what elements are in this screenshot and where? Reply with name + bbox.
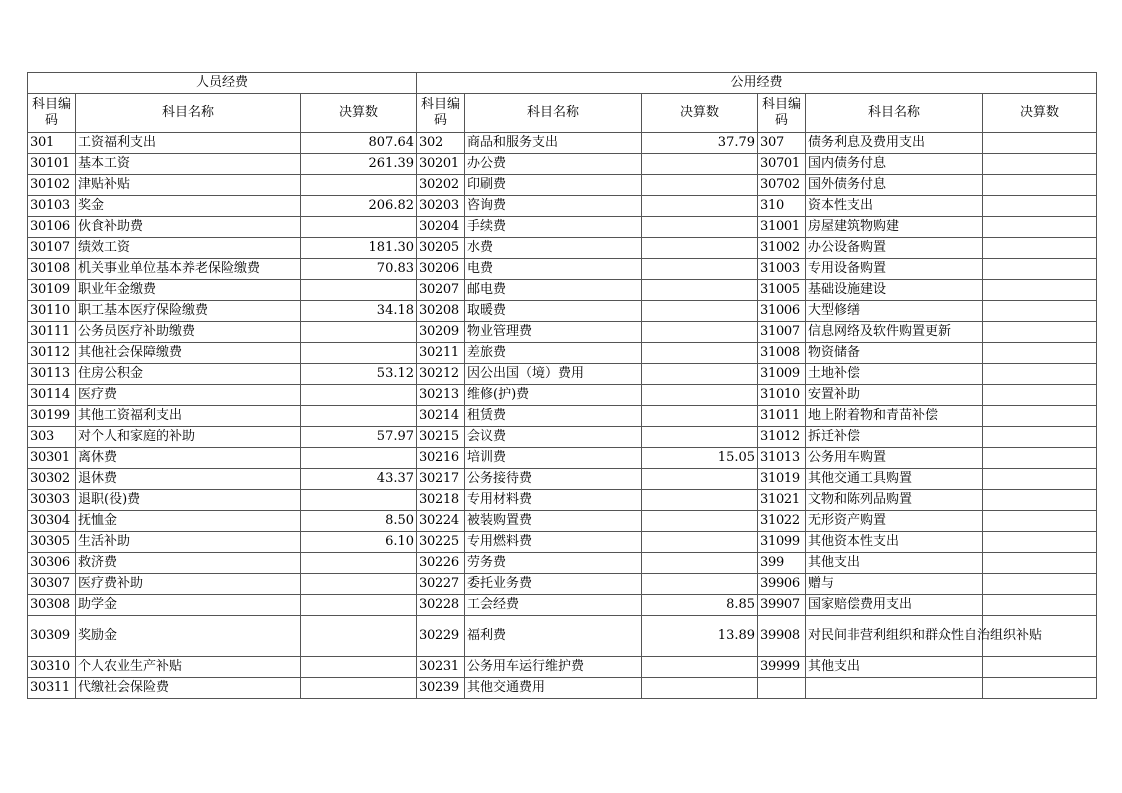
personnel-code-cell: 30103 [28,196,76,217]
personnel-name-cell: 退职(役)费 [76,490,301,511]
goods-amount-cell [642,196,758,217]
personnel-amount-cell [301,448,417,469]
other-code-cell: 307 [758,133,806,154]
other-code-cell: 31009 [758,364,806,385]
amount-header: 决算数 [642,94,758,133]
table-row [28,133,1097,154]
column-header-row [28,94,1097,133]
other-amount-cell [983,175,1097,196]
personnel-name-cell: 生活补助 [76,532,301,553]
other-code-cell: 399 [758,553,806,574]
table-row [28,616,1097,657]
personnel-code-cell: 30109 [28,280,76,301]
table-row [28,322,1097,343]
personnel-code-cell: 30304 [28,511,76,532]
other-code-cell: 39908 [758,616,806,657]
other-name-cell [806,678,983,699]
goods-code-cell: 30207 [417,280,465,301]
personnel-name-cell: 绩效工资 [76,238,301,259]
goods-amount-cell [642,364,758,385]
other-name-cell: 物资储备 [806,343,983,364]
goods-code-cell: 30202 [417,175,465,196]
personnel-code-cell: 30310 [28,657,76,678]
other-amount-cell [983,427,1097,448]
other-amount-cell [983,448,1097,469]
table-row [28,490,1097,511]
other-name-cell: 地上附着物和青苗补偿 [806,406,983,427]
other-amount-cell [983,406,1097,427]
other-amount-cell [983,343,1097,364]
goods-name-cell: 咨询费 [465,196,642,217]
personnel-amount-cell: 6.10 [301,532,417,553]
personnel-code-cell: 301 [28,133,76,154]
goods-code-cell: 30209 [417,322,465,343]
other-code-cell: 39999 [758,657,806,678]
personnel-name-cell: 抚恤金 [76,511,301,532]
goods-code-cell: 30211 [417,343,465,364]
personnel-amount-cell [301,678,417,699]
goods-amount-cell: 13.89 [642,616,758,657]
other-amount-cell [983,657,1097,678]
goods-name-cell: 专用材料费 [465,490,642,511]
personnel-code-cell: 30114 [28,385,76,406]
personnel-amount-cell [301,490,417,511]
goods-name-cell: 劳务费 [465,553,642,574]
goods-name-cell: 租赁费 [465,406,642,427]
goods-code-cell: 30239 [417,678,465,699]
personnel-name-cell: 工资福利支出 [76,133,301,154]
personnel-name-cell: 助学金 [76,595,301,616]
other-name-cell: 其他支出 [806,553,983,574]
table-row [28,678,1097,699]
other-amount-cell [983,259,1097,280]
personnel-name-cell: 奖金 [76,196,301,217]
name-header: 科目名称 [76,94,301,133]
goods-code-cell: 302 [417,133,465,154]
other-code-cell: 31012 [758,427,806,448]
personnel-name-cell: 对个人和家庭的补助 [76,427,301,448]
goods-amount-cell: 37.79 [642,133,758,154]
goods-amount-cell [642,469,758,490]
personnel-name-cell: 住房公积金 [76,364,301,385]
goods-name-cell: 委托业务费 [465,574,642,595]
other-name-cell: 土地补偿 [806,364,983,385]
other-amount-cell [983,154,1097,175]
personnel-amount-cell [301,616,417,657]
goods-amount-cell [642,385,758,406]
other-amount-cell [983,385,1097,406]
other-name-cell: 专用设备购置 [806,259,983,280]
goods-name-cell: 办公费 [465,154,642,175]
table-row [28,595,1097,616]
goods-amount-cell [642,280,758,301]
goods-name-cell: 公务用车运行维护费 [465,657,642,678]
amount-header: 决算数 [301,94,417,133]
goods-code-cell: 30212 [417,364,465,385]
other-amount-cell [983,574,1097,595]
budget-table [27,72,1097,699]
personnel-amount-cell [301,343,417,364]
personnel-amount-cell [301,657,417,678]
name-header: 科目名称 [465,94,642,133]
personnel-code-cell: 30112 [28,343,76,364]
other-name-cell: 对民间非营利组织和群众性自治组织补贴 [806,616,983,657]
table-row [28,406,1097,427]
other-code-cell: 39906 [758,574,806,595]
goods-name-cell: 被装购置费 [465,511,642,532]
goods-name-cell: 取暖费 [465,301,642,322]
other-amount-cell [983,678,1097,699]
personnel-name-cell: 离休费 [76,448,301,469]
goods-name-cell: 手续费 [465,217,642,238]
other-amount-cell [983,490,1097,511]
personnel-code-cell: 30308 [28,595,76,616]
other-code-cell: 31021 [758,490,806,511]
goods-amount-cell [642,678,758,699]
other-amount-cell [983,196,1097,217]
other-name-cell: 公务用车购置 [806,448,983,469]
goods-name-cell: 工会经费 [465,595,642,616]
other-code-cell: 31011 [758,406,806,427]
goods-amount-cell [642,490,758,511]
personnel-amount-cell: 34.18 [301,301,417,322]
personnel-code-cell: 30102 [28,175,76,196]
table-row [28,364,1097,385]
personnel-amount-cell [301,322,417,343]
goods-name-cell: 电费 [465,259,642,280]
goods-code-cell: 30228 [417,595,465,616]
personnel-amount-cell [301,553,417,574]
goods-amount-cell [642,238,758,259]
other-code-cell: 31099 [758,532,806,553]
goods-name-cell: 其他交通费用 [465,678,642,699]
other-name-cell: 其他交通工具购置 [806,469,983,490]
table-row [28,280,1097,301]
personnel-name-cell: 个人农业生产补贴 [76,657,301,678]
goods-name-cell: 商品和服务支出 [465,133,642,154]
table-row [28,574,1097,595]
goods-code-cell: 30215 [417,427,465,448]
personnel-name-cell: 公务员医疗补助缴费 [76,322,301,343]
personnel-amount-cell [301,175,417,196]
personnel-code-cell: 30108 [28,259,76,280]
goods-amount-cell [642,511,758,532]
other-amount-cell [983,532,1097,553]
personnel-name-cell: 津贴补贴 [76,175,301,196]
goods-name-cell: 差旅费 [465,343,642,364]
table-row [28,175,1097,196]
other-amount-cell [983,469,1097,490]
goods-name-cell: 印刷费 [465,175,642,196]
table-row [28,154,1097,175]
other-name-cell: 文物和陈列品购置 [806,490,983,511]
amount-header: 决算数 [983,94,1097,133]
table-row [28,657,1097,678]
goods-code-cell: 30216 [417,448,465,469]
personnel-code-cell: 30113 [28,364,76,385]
personnel-code-cell: 30106 [28,217,76,238]
personnel-amount-cell: 181.30 [301,238,417,259]
other-name-cell: 办公设备购置 [806,238,983,259]
other-code-cell: 31019 [758,469,806,490]
goods-name-cell: 水费 [465,238,642,259]
personnel-name-cell: 伙食补助费 [76,217,301,238]
table-row [28,217,1097,238]
table-row [28,511,1097,532]
goods-amount-cell [642,154,758,175]
goods-name-cell: 邮电费 [465,280,642,301]
goods-name-cell: 福利费 [465,616,642,657]
goods-code-cell: 30225 [417,532,465,553]
goods-code-cell: 30204 [417,217,465,238]
personnel-amount-cell [301,217,417,238]
other-name-cell: 拆迁补偿 [806,427,983,448]
personnel-amount-cell: 261.39 [301,154,417,175]
goods-code-cell: 30206 [417,259,465,280]
personnel-code-cell: 303 [28,427,76,448]
goods-amount-cell [642,301,758,322]
personnel-code-cell: 30110 [28,301,76,322]
other-name-cell: 其他支出 [806,657,983,678]
other-name-cell: 赠与 [806,574,983,595]
other-code-cell: 31022 [758,511,806,532]
personnel-amount-cell: 70.83 [301,259,417,280]
personnel-amount-cell: 206.82 [301,196,417,217]
goods-name-cell: 因公出国（境）费用 [465,364,642,385]
other-amount-cell [983,364,1097,385]
table-row [28,469,1097,490]
goods-amount-cell: 15.05 [642,448,758,469]
other-code-cell: 39907 [758,595,806,616]
other-amount-cell [983,238,1097,259]
personnel-name-cell: 机关事业单位基本养老保险缴费 [76,259,301,280]
personnel-code-cell: 30301 [28,448,76,469]
goods-amount-cell [642,427,758,448]
goods-code-cell: 30214 [417,406,465,427]
other-code-cell: 31008 [758,343,806,364]
goods-name-cell: 维修(护)费 [465,385,642,406]
personnel-amount-cell [301,280,417,301]
other-code-cell [758,678,806,699]
goods-amount-cell [642,553,758,574]
goods-name-cell: 培训费 [465,448,642,469]
personnel-amount-cell: 8.50 [301,511,417,532]
table-row [28,343,1097,364]
goods-code-cell: 30224 [417,511,465,532]
personnel-name-cell: 基本工资 [76,154,301,175]
personnel-amount-cell: 53.12 [301,364,417,385]
goods-name-cell: 物业管理费 [465,322,642,343]
public-group-header: 公用经费 [417,73,1097,94]
table-row [28,196,1097,217]
other-code-cell: 31010 [758,385,806,406]
goods-amount-cell [642,532,758,553]
personnel-code-cell: 30307 [28,574,76,595]
goods-code-cell: 30227 [417,574,465,595]
personnel-amount-cell [301,406,417,427]
goods-amount-cell [642,175,758,196]
personnel-amount-cell [301,595,417,616]
other-name-cell: 国家赔偿费用支出 [806,595,983,616]
table-row [28,238,1097,259]
personnel-code-cell: 30306 [28,553,76,574]
table-row [28,553,1097,574]
table-row [28,385,1097,406]
personnel-name-cell: 其他社会保障缴费 [76,343,301,364]
code-header: 科目编码 [28,94,76,133]
goods-name-cell: 会议费 [465,427,642,448]
other-name-cell: 房屋建筑物购建 [806,217,983,238]
table-body [28,133,1097,699]
other-name-cell: 国内债务付息 [806,154,983,175]
other-amount-cell [983,511,1097,532]
other-code-cell: 31002 [758,238,806,259]
personnel-group-header: 人员经费 [28,73,417,94]
other-name-cell: 无形资产购置 [806,511,983,532]
personnel-code-cell: 30107 [28,238,76,259]
goods-code-cell: 30217 [417,469,465,490]
personnel-name-cell: 奖励金 [76,616,301,657]
personnel-name-cell: 代缴社会保险费 [76,678,301,699]
personnel-name-cell: 医疗费 [76,385,301,406]
other-code-cell: 30702 [758,175,806,196]
table-row [28,301,1097,322]
personnel-code-cell: 30302 [28,469,76,490]
goods-code-cell: 30213 [417,385,465,406]
other-amount-cell [983,595,1097,616]
other-amount-cell [983,133,1097,154]
personnel-name-cell: 退休费 [76,469,301,490]
code-header: 科目编码 [758,94,806,133]
goods-code-cell: 30226 [417,553,465,574]
other-name-cell: 基础设施建设 [806,280,983,301]
personnel-amount-cell [301,385,417,406]
goods-code-cell: 30201 [417,154,465,175]
goods-amount-cell [642,343,758,364]
goods-code-cell: 30229 [417,616,465,657]
other-name-cell: 资本性支出 [806,196,983,217]
other-code-cell: 31006 [758,301,806,322]
goods-amount-cell: 8.85 [642,595,758,616]
goods-name-cell: 公务接待费 [465,469,642,490]
table-row [28,259,1097,280]
other-code-cell: 310 [758,196,806,217]
personnel-name-cell: 职业年金缴费 [76,280,301,301]
personnel-code-cell: 30309 [28,616,76,657]
other-amount-cell [983,280,1097,301]
code-header: 科目编码 [417,94,465,133]
goods-code-cell: 30218 [417,490,465,511]
other-name-cell: 信息网络及软件购置更新 [806,322,983,343]
personnel-code-cell: 30305 [28,532,76,553]
personnel-code-cell: 30303 [28,490,76,511]
other-amount-cell [983,553,1097,574]
other-name-cell: 大型修缮 [806,301,983,322]
personnel-amount-cell: 43.37 [301,469,417,490]
other-code-cell: 31007 [758,322,806,343]
goods-amount-cell [642,657,758,678]
goods-code-cell: 30208 [417,301,465,322]
goods-amount-cell [642,406,758,427]
other-code-cell: 31005 [758,280,806,301]
personnel-code-cell: 30111 [28,322,76,343]
personnel-code-cell: 30101 [28,154,76,175]
goods-amount-cell [642,322,758,343]
name-header: 科目名称 [806,94,983,133]
goods-name-cell: 专用燃料费 [465,532,642,553]
goods-code-cell: 30205 [417,238,465,259]
table-row [28,448,1097,469]
personnel-code-cell: 30311 [28,678,76,699]
other-name-cell: 债务利息及费用支出 [806,133,983,154]
other-amount-cell [983,217,1097,238]
personnel-name-cell: 其他工资福利支出 [76,406,301,427]
goods-amount-cell [642,259,758,280]
goods-code-cell: 30203 [417,196,465,217]
other-name-cell: 其他资本性支出 [806,532,983,553]
personnel-name-cell: 医疗费补助 [76,574,301,595]
group-header-row [28,73,1097,94]
other-code-cell: 31001 [758,217,806,238]
table-row [28,427,1097,448]
goods-amount-cell [642,217,758,238]
other-amount-cell [983,301,1097,322]
other-amount-cell [983,322,1097,343]
other-name-cell: 国外债务付息 [806,175,983,196]
personnel-amount-cell: 807.64 [301,133,417,154]
goods-code-cell: 30231 [417,657,465,678]
goods-amount-cell [642,574,758,595]
personnel-code-cell: 30199 [28,406,76,427]
other-code-cell: 31013 [758,448,806,469]
other-name-cell: 安置补助 [806,385,983,406]
personnel-amount-cell [301,574,417,595]
personnel-name-cell: 职工基本医疗保险缴费 [76,301,301,322]
table-row [28,532,1097,553]
other-code-cell: 30701 [758,154,806,175]
personnel-amount-cell: 57.97 [301,427,417,448]
personnel-name-cell: 救济费 [76,553,301,574]
other-code-cell: 31003 [758,259,806,280]
